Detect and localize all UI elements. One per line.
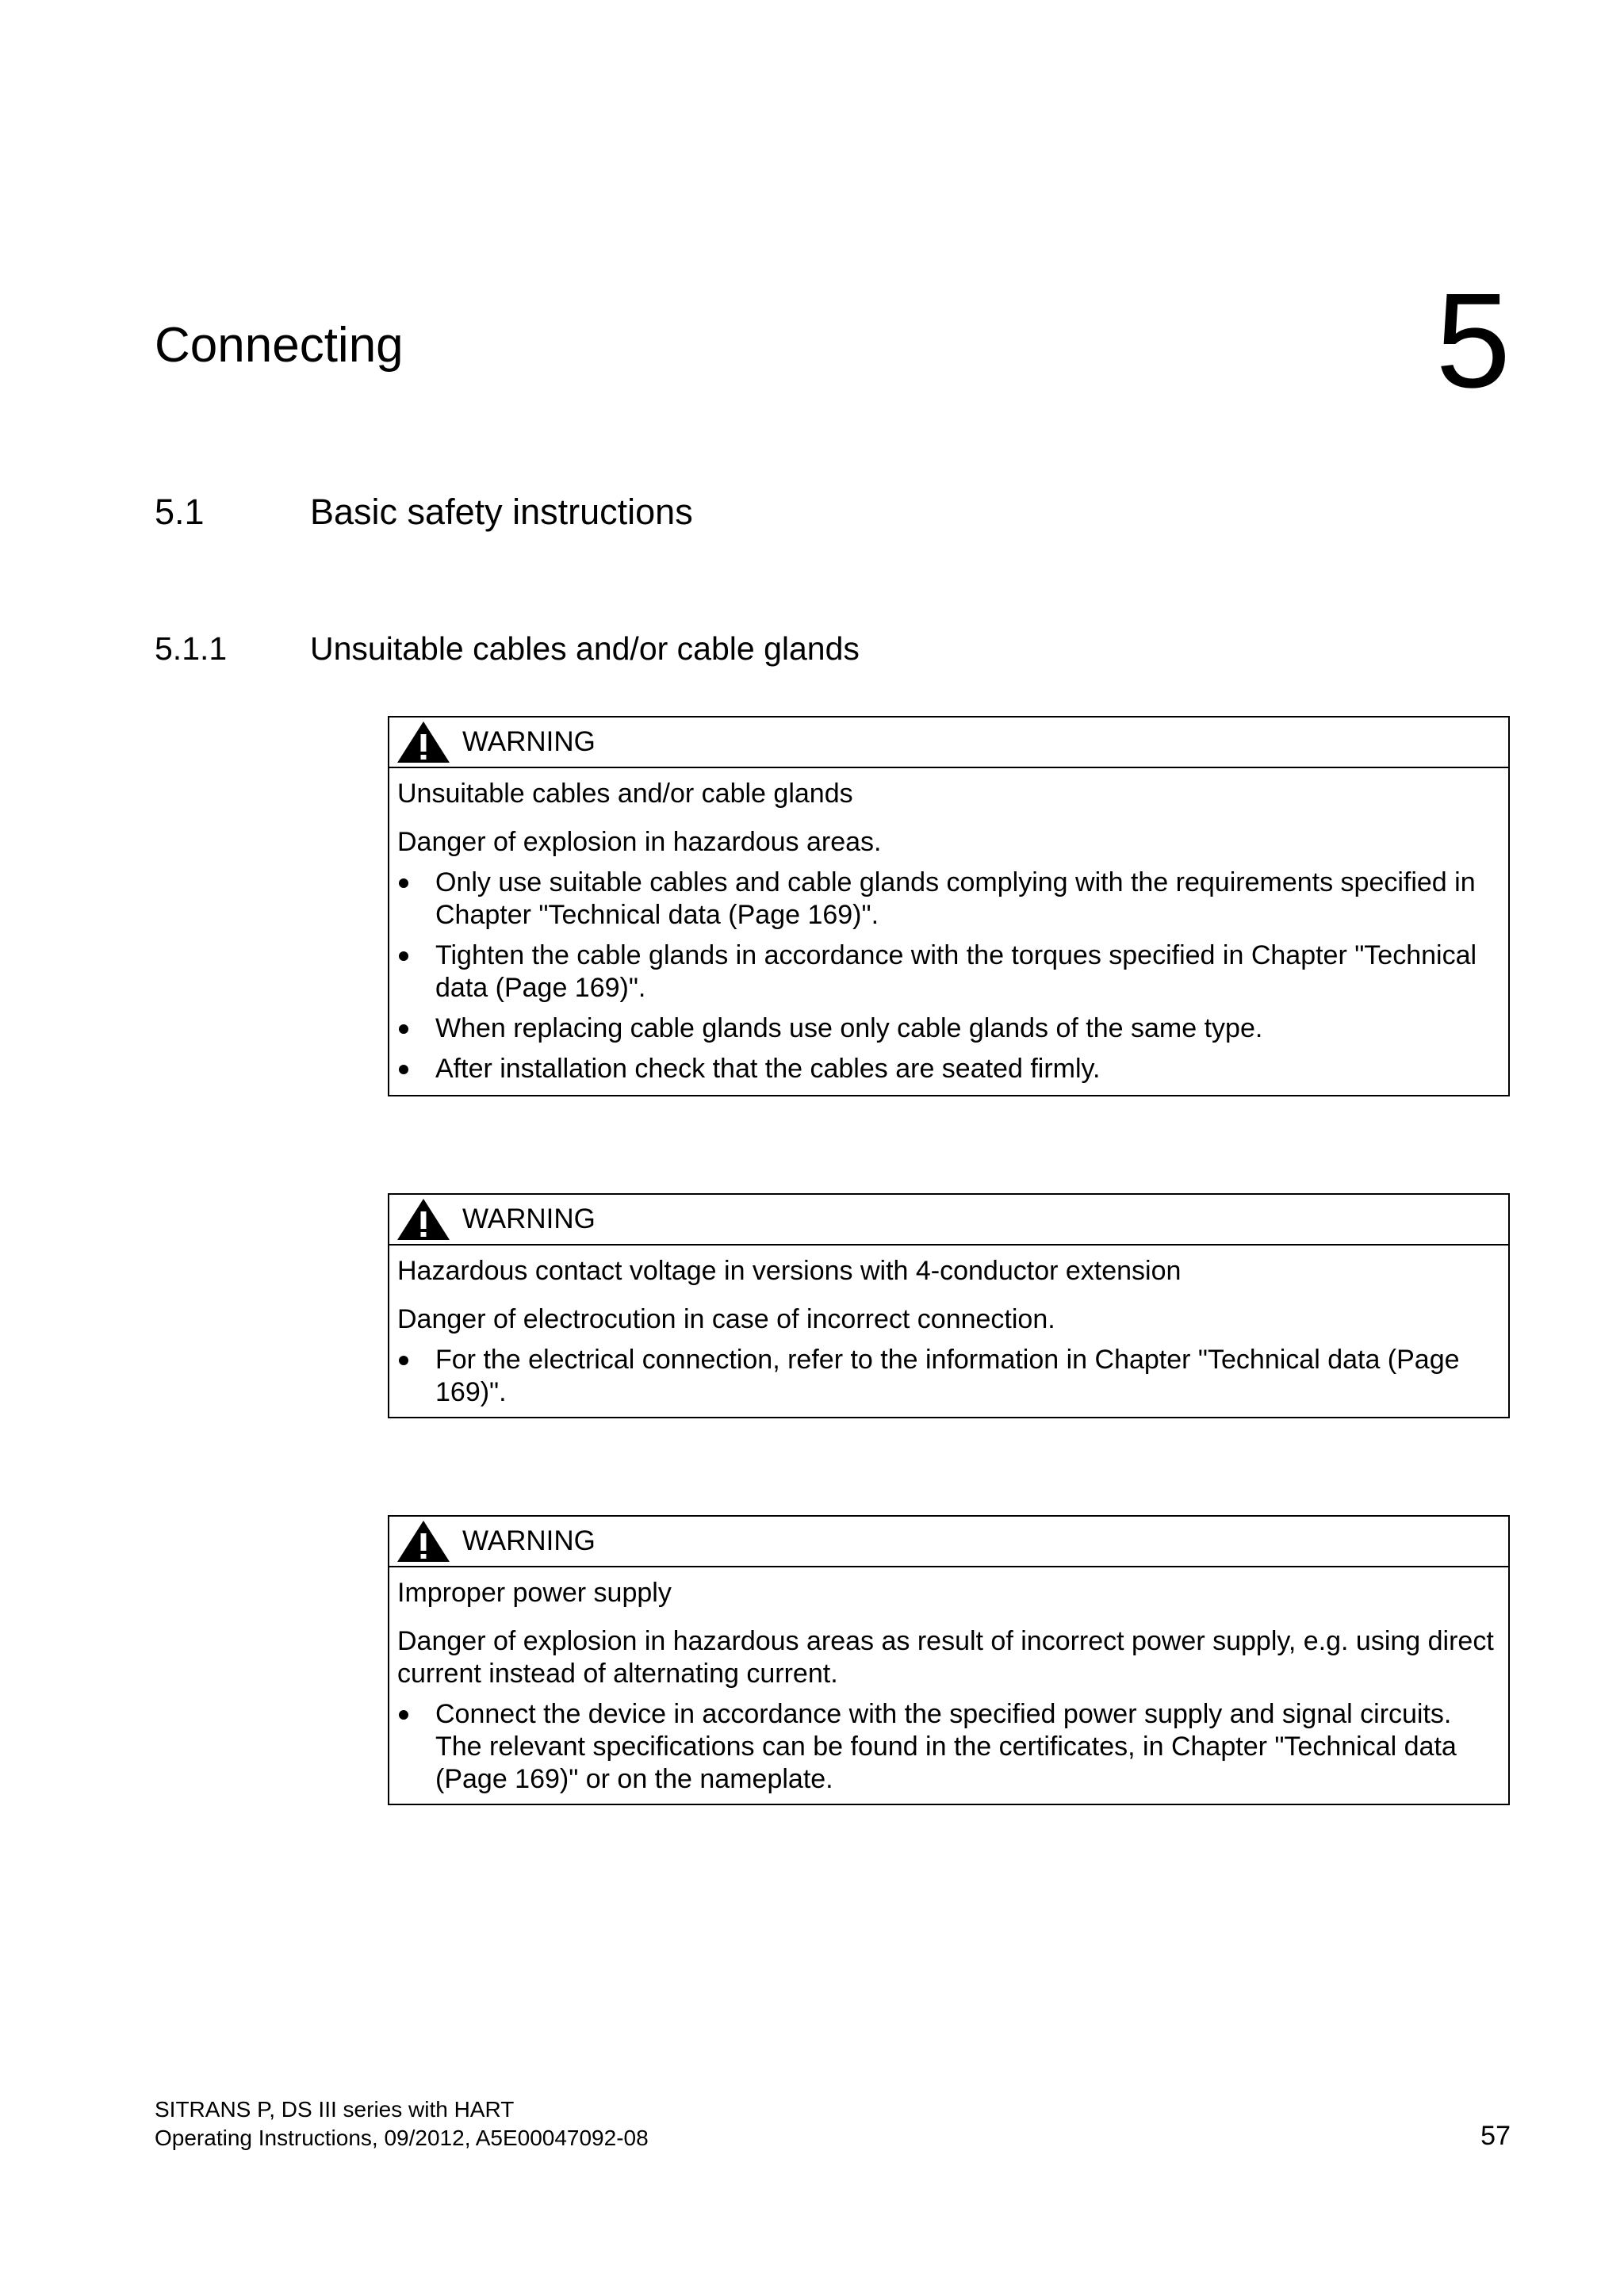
- footer-product: SITRANS P, DS III series with HART: [155, 2097, 515, 2122]
- footer-document-info: [155, 2095, 649, 2152]
- warning-title: Hazardous contact voltage in versions with 4-conductor extension: [397, 1256, 1182, 1286]
- warning-box: [388, 1515, 1510, 1805]
- warning-title: Improper power supply: [397, 1578, 672, 1608]
- bullet-icon: [399, 1710, 408, 1720]
- warning-list: [397, 1344, 1500, 1409]
- warning-description: Danger of explosion in hazardous areas.: [397, 827, 882, 857]
- chapter-number: 5: [1435, 266, 1511, 416]
- warning-triangle-icon: [396, 720, 451, 764]
- warning-triangle-icon: [396, 1519, 451, 1563]
- warning-description: Danger of electrocution in case of incorrect connection.: [397, 1304, 1055, 1334]
- chapter-title: Connecting: [155, 318, 404, 373]
- page-number: 57: [1480, 2121, 1511, 2151]
- list-item: Only use suitable cables and cable glands complying with the requirements specified in Chapter "Technical data (Page 169)".: [397, 867, 1500, 932]
- bullet-icon: [399, 1065, 408, 1074]
- footer-edition: Operating Instructions, 09/2012, A5E00047092-08: [155, 2126, 649, 2150]
- bullet-icon: [399, 951, 408, 961]
- bullet-icon: [399, 878, 408, 888]
- warning-box: [388, 1193, 1510, 1418]
- section-title: Basic safety instructions: [310, 492, 693, 532]
- list-item: Connect the device in accordance with the specified power supply and signal circuits. The relevant specifications can be found in the certificates, in Chapter "Technical data (Page 169)" or on the nameplate.: [397, 1698, 1500, 1796]
- warning-label: WARNING: [462, 1525, 596, 1556]
- warning-header: [389, 1517, 1508, 1567]
- list-item: Tighten the cable glands in accordance with the torques specified in Chapter "Technical data (Page 169)".: [397, 939, 1500, 1004]
- warning-header: [389, 718, 1508, 768]
- list-item: After installation check that the cables are seated firmly.: [397, 1053, 1500, 1085]
- subsection-heading: [155, 630, 860, 667]
- warning-triangle-icon: [396, 1197, 451, 1242]
- subsection-number: 5.1.1: [155, 630, 228, 667]
- warning-box: [388, 716, 1510, 1096]
- warning-list: [397, 1698, 1500, 1796]
- list-item: For the electrical connection, refer to the information in Chapter "Technical data (Page 169)".: [397, 1344, 1500, 1409]
- warning-description: Danger of explosion in hazardous areas as result of incorrect power supply, e.g. using direct current instead of alternating current.: [397, 1626, 1494, 1689]
- warning-label: WARNING: [462, 726, 596, 757]
- warning-list: [397, 867, 1500, 1085]
- warning-label: WARNING: [462, 1203, 596, 1234]
- warning-header: [389, 1195, 1508, 1246]
- list-item: When replacing cable glands use only cable glands of the same type.: [397, 1012, 1500, 1045]
- bullet-icon: [399, 1024, 408, 1034]
- section-heading: [155, 494, 693, 530]
- subsection-title: Unsuitable cables and/or cable glands: [310, 630, 860, 667]
- section-number: 5.1: [155, 492, 205, 532]
- warning-title: Unsuitable cables and/or cable glands: [397, 779, 853, 809]
- bullet-icon: [399, 1356, 408, 1365]
